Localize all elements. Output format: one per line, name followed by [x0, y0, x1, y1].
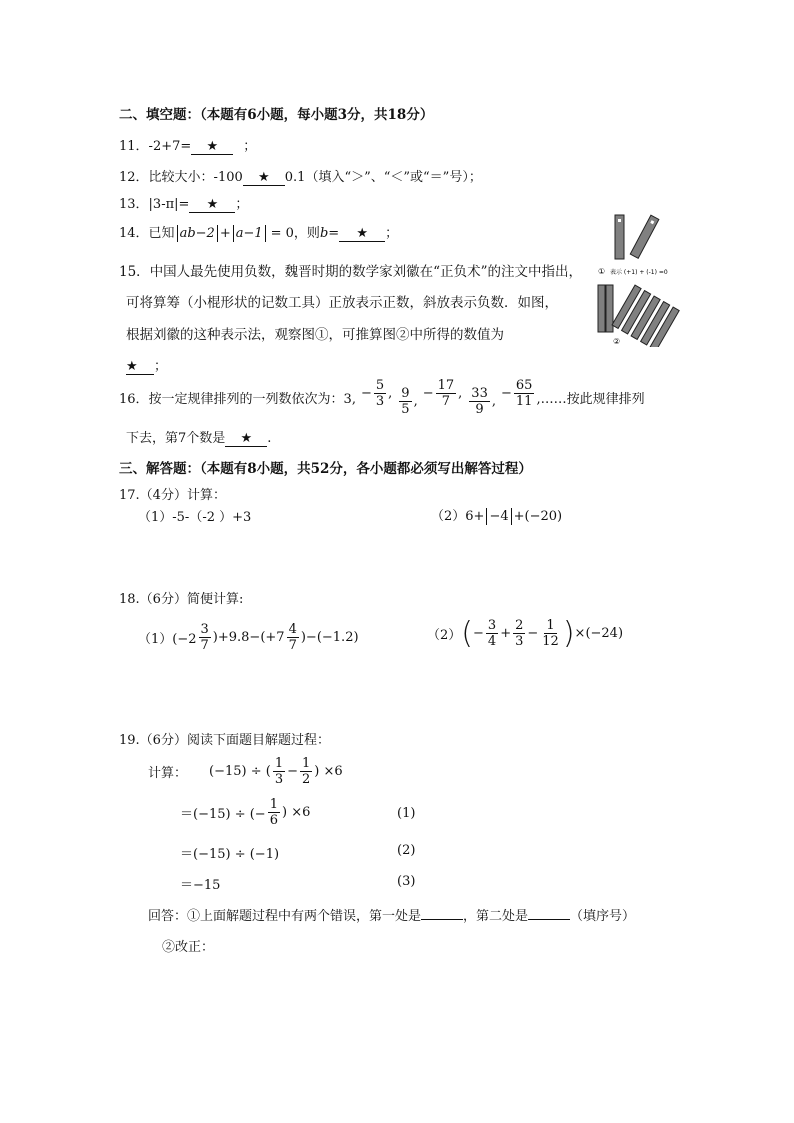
question-17-part-2: [431, 505, 562, 525]
minus-sign: −: [360, 386, 372, 401]
sequence-term: [423, 378, 463, 409]
answer-text: 回答：①上面解题过程中有两个错误，第一处是: [148, 909, 422, 924]
solution-line-2: ＝(−15) ÷ (−1): [180, 847, 280, 862]
minus-sign: −: [287, 764, 299, 779]
fraction: [287, 622, 299, 653]
answer-blank[interactable]: [126, 360, 154, 375]
question-number: 14．: [119, 226, 149, 241]
question-text: 比较大小：-100: [148, 170, 243, 185]
fraction: [374, 378, 386, 409]
fraction: [540, 618, 561, 649]
star-placeholder: ★: [356, 226, 368, 241]
section-2-heading: [119, 103, 433, 123]
math-expr: −4: [489, 509, 509, 524]
numerator: 1: [269, 797, 278, 812]
numerator: 3: [487, 618, 497, 633]
question-16-line-2: [126, 427, 271, 447]
minus-sign: −: [527, 626, 539, 641]
abs-bar: [217, 225, 218, 242]
denominator: 9: [475, 402, 484, 417]
fraction: [469, 386, 490, 417]
question-text: 已知: [148, 226, 175, 241]
question-18-part-1: [138, 622, 359, 653]
math-expr: (−15) ÷ (: [209, 764, 271, 779]
math-op: +: [219, 226, 231, 241]
first-error-blank[interactable]: [421, 919, 463, 920]
question-19-heading: 19.（6分）阅读下面题目解题过程：: [119, 733, 330, 748]
comma: ,: [458, 386, 463, 401]
question-15-line-3: 根据刘徽的这种表示法，观察图①，可推算图②中所得的数值为: [126, 327, 504, 343]
question-text: 中国人最先使用负数，魏晋时期的数学家刘徽在“正负术”的注文中指出，: [149, 264, 582, 280]
punctuation: ；: [385, 226, 399, 241]
fraction: [199, 622, 211, 653]
part-number: （2）: [427, 628, 462, 643]
question-14: [119, 222, 398, 242]
question-15-answer: [126, 355, 167, 375]
left-paren: (: [461, 615, 473, 651]
upright-rod: [598, 285, 605, 332]
question-17-heading: 17.（4分）计算：: [119, 488, 226, 503]
denominator: 3: [515, 634, 524, 649]
question-text: ,……按此规律排列: [536, 392, 645, 407]
question-text: 按一定规律排列的一列数依次为：3,: [148, 392, 356, 407]
math-expr: ) ×6: [281, 805, 311, 820]
star-placeholder: ★: [126, 359, 138, 374]
sequence-term: [467, 386, 496, 417]
fraction: [399, 386, 411, 417]
question-11: [119, 135, 256, 155]
section-3-note: （本题有8小题，共52分，各小题都必须写出解答过程）: [200, 461, 532, 477]
question-number: 12．: [119, 170, 149, 185]
denominator: 11: [515, 394, 533, 409]
math-expr: )+9.8−(+7: [212, 630, 285, 645]
fraction: [436, 378, 457, 409]
question-number: 13．: [119, 197, 149, 212]
minus-sign: −: [500, 386, 512, 401]
denominator: 3: [274, 772, 284, 787]
calc-label: 计算：: [148, 766, 188, 781]
math-expr: （2）6+: [431, 509, 485, 524]
question-number: 16．: [119, 392, 149, 407]
answer-blank[interactable]: [191, 140, 233, 155]
punctuation: ；: [243, 139, 257, 154]
section-2-note: （本题有6小题，每小题3分，共18分）: [200, 107, 434, 123]
denominator: 6: [269, 813, 278, 828]
numerator: 1: [302, 756, 311, 771]
sequence-term: [361, 378, 392, 409]
numerator: 65: [515, 378, 533, 393]
star-placeholder: ★: [257, 170, 270, 185]
math-expr: ＝(−15) ÷ (−: [180, 807, 266, 822]
comma: ,: [388, 386, 393, 401]
math-expr: （1）(−2: [138, 632, 197, 647]
question-17-part-1: （1）-5-（-2 ）+3: [138, 510, 252, 525]
solution-line-1: [180, 797, 310, 828]
section-3-heading: [119, 457, 532, 477]
punctuation: ；: [154, 359, 168, 374]
numerator: 17: [437, 378, 455, 393]
figure-2: [598, 285, 679, 347]
denominator: 5: [401, 402, 410, 417]
sequence-term: [501, 378, 536, 409]
counting-rods-figure: [595, 212, 690, 347]
math-op: =: [328, 226, 340, 241]
numerator: 33: [471, 386, 488, 401]
right-paren: ): [562, 615, 575, 651]
numerator: 5: [375, 378, 385, 393]
abs-bar: [265, 225, 266, 242]
math-expr: +(−20): [513, 509, 563, 524]
number-sequence: [356, 378, 536, 417]
fraction: [486, 618, 498, 649]
fraction: [273, 756, 285, 787]
step-tag-2: (2): [397, 843, 416, 858]
question-text: -2+7=: [148, 139, 192, 154]
comma: ,: [491, 394, 496, 409]
answer-blank[interactable]: [189, 198, 235, 213]
minus-sign: −: [422, 386, 434, 401]
question-text: = 0，则: [270, 226, 320, 241]
section-3-title: 三、解答题：: [119, 461, 200, 477]
step-tag-3: (3): [397, 874, 416, 889]
star-placeholder: ★: [206, 139, 219, 154]
abs-bar: [511, 508, 512, 525]
fraction: [268, 797, 280, 828]
numerator: 1: [546, 618, 555, 633]
solution-line-3: ＝−15: [180, 878, 221, 893]
denominator: 7: [288, 638, 297, 653]
math-var: b: [319, 226, 329, 241]
abs-bar: [177, 225, 178, 242]
question-12: [119, 166, 482, 186]
question-15-line-2: 可将算筹（小棍形状的记数工具）正放表示正数，斜放表示负数．如图，: [126, 295, 558, 311]
abs-bar: [233, 225, 234, 242]
comma: ,: [413, 394, 418, 409]
abs-bar: [486, 508, 487, 525]
fraction: [514, 378, 535, 409]
question-18-heading: 18.（6分）简便计算:: [119, 592, 244, 607]
solution-line-0: [148, 756, 343, 787]
punctuation: ；: [235, 197, 249, 212]
answer-text: ，第二处是: [463, 909, 529, 924]
numerator: 4: [288, 622, 297, 637]
denominator: 7: [441, 394, 451, 409]
plus-sign: +: [500, 626, 512, 641]
star-placeholder: ★: [206, 197, 219, 212]
question-number: 11．: [119, 139, 149, 154]
answer-line: [148, 905, 635, 924]
step-tag-1: (1): [397, 806, 416, 821]
question-number: 15．: [119, 264, 150, 280]
math-expr: ) ×6: [314, 764, 343, 779]
math-expr: ab−2: [179, 226, 215, 241]
question-text: |3-π|=: [148, 197, 190, 212]
sequence-term: [397, 386, 417, 417]
question-18-part-2: [427, 615, 624, 651]
second-error-blank[interactable]: [528, 919, 570, 920]
figure-2-label: ②: [613, 337, 621, 346]
denominator: 2: [302, 772, 311, 787]
rod-hole: [618, 219, 621, 222]
math-expr: a−1: [235, 226, 263, 241]
fraction: [513, 618, 525, 649]
correction-label: ②改正：: [162, 940, 215, 955]
question-15: [119, 260, 582, 280]
answer-blank[interactable]: [243, 171, 285, 186]
question-text: 0.1（填入“＞”、“＜”或“＝”号）；: [284, 170, 482, 185]
star-placeholder: ★: [240, 431, 253, 446]
figure-1: [598, 215, 668, 276]
question-13: [119, 193, 248, 213]
numerator: 9: [401, 386, 410, 401]
slanted-rod: [630, 215, 659, 258]
answer-blank[interactable]: [339, 227, 385, 242]
denominator: 12: [542, 634, 559, 649]
denominator: 7: [200, 638, 209, 653]
answer-text: （填序号）: [570, 909, 636, 924]
question-text: 下去，第7个数是: [126, 431, 226, 446]
punctuation: .: [267, 431, 272, 446]
slanted-rod-group: [630, 215, 659, 258]
question-16: [119, 378, 645, 417]
denominator: 3: [375, 394, 385, 409]
numerator: 3: [200, 622, 209, 637]
figure-1-label: ①: [598, 267, 606, 276]
math-expr: )−(−1.2): [300, 630, 359, 645]
answer-blank[interactable]: [225, 432, 267, 447]
numerator: 1: [274, 756, 284, 771]
denominator: 4: [487, 634, 497, 649]
section-2-title: 二、填空题：: [119, 107, 200, 123]
numerator: 2: [515, 618, 524, 633]
minus-sign: −: [473, 626, 484, 641]
math-expr: ×(−24): [574, 626, 624, 641]
slanted-rod-group: [612, 285, 679, 347]
figure-1-caption: 表示 (+1) + (-1) =0: [610, 269, 668, 276]
fraction: [300, 756, 312, 787]
